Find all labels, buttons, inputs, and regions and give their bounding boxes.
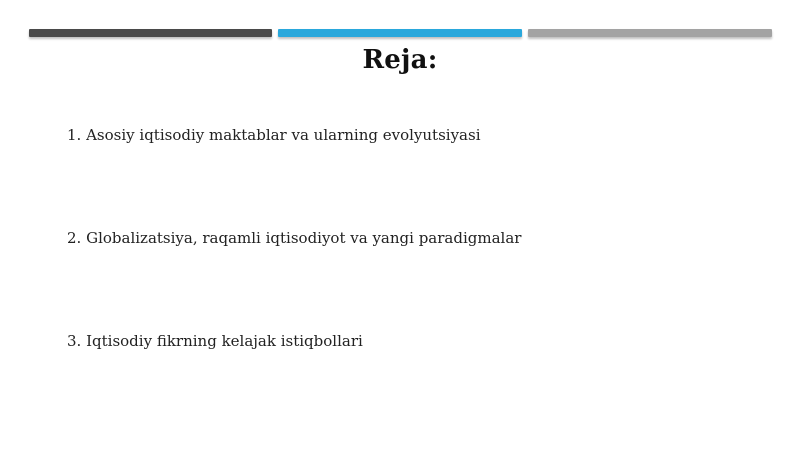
plan-item [67,228,521,248]
plan-item-number: 2. [67,229,82,247]
header-bar-dark [29,29,272,37]
slide-title: Reja: [362,45,438,75]
header-bar-gray [528,29,772,37]
plan-item-text: Asosiy iqtisodiy maktablar va ularning evolyutsiyasi [86,126,481,144]
header-bar-blue [278,29,522,37]
plan-item [67,125,481,145]
plan-item-number: 3. [67,332,82,350]
plan-item-number: 1. [67,126,82,144]
plan-item-text: Globalizatsiya, raqamli iqtisodiyot va yangi paradigmalar [86,229,522,247]
plan-item-text: Iqtisodiy fikrning kelajak istiqbollari [86,332,363,350]
header-bars [29,29,772,38]
plan-item [67,331,363,351]
